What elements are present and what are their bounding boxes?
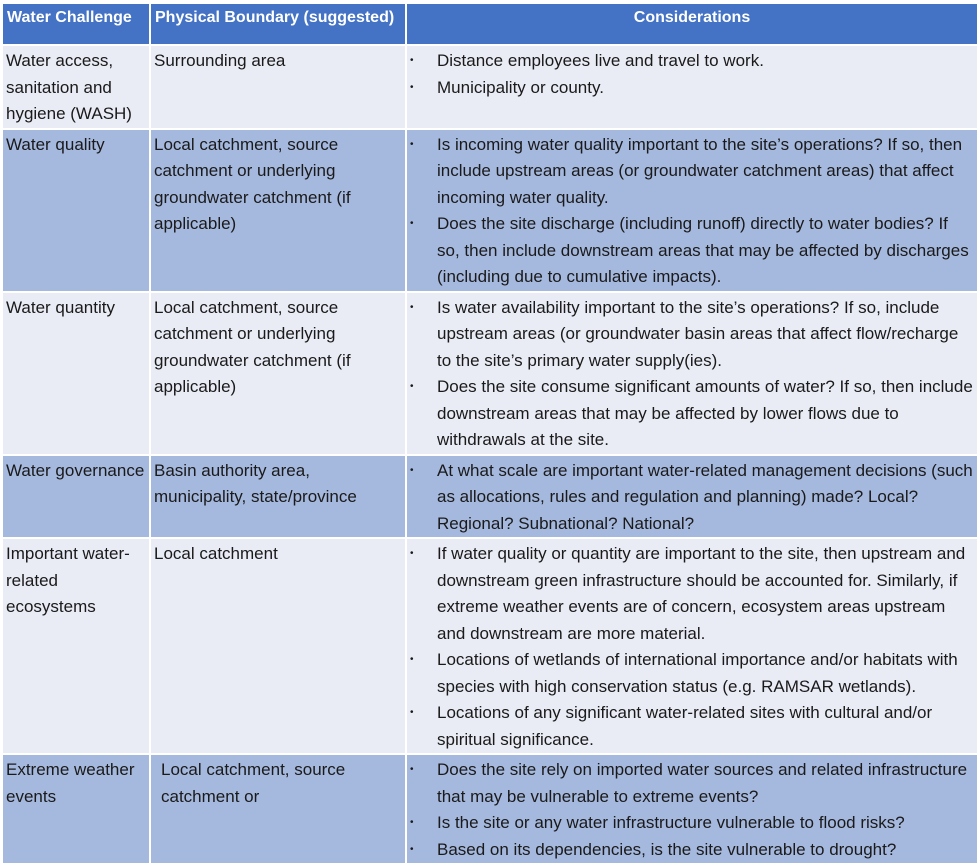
boundary-cell: Local catchment, source catchment or: [150, 754, 406, 864]
boundary-cell: Local catchment, source catchment or underlying groundwater catchment (if applicable): [150, 129, 406, 292]
consideration-item: • Municipality or county.: [410, 75, 974, 102]
considerations-cell: [406, 292, 978, 455]
consideration-item: • Locations of wetlands of international importance and/or habitats with species with high conservation status (e.g. RAMSAR wetlands).: [410, 647, 974, 700]
consideration-item: • Does the site consume significant amounts of water? If so, then include downstream areas that may be affected by lower flows due to withdrawals at the site.: [410, 374, 974, 454]
challenge-cell: Extreme weather events: [2, 754, 150, 864]
table-row-water-quantity: [2, 292, 978, 455]
consideration-item: • Based on its dependencies, is the site vulnerable to drought?: [410, 837, 974, 864]
consideration-item: • Is incoming water quality important to the site’s operations? If so, then include upstream areas (or groundwater catchment areas) that affect incoming water quality.: [410, 132, 974, 212]
consideration-item: • Is the site or any water infrastructure vulnerable to flood risks?: [410, 810, 974, 837]
boundary-cell: Basin authority area, municipality, state/province: [150, 455, 406, 539]
table-row-water-quality: [2, 129, 978, 292]
table-row-water-governance: [2, 455, 978, 539]
challenge-cell: Important water-related ecosystems: [2, 538, 150, 754]
water-boundary-table: [1, 2, 979, 865]
consideration-item: • Locations of any significant water-related sites with cultural and/or spiritual significance.: [410, 700, 974, 753]
considerations-cell: [406, 538, 978, 754]
challenge-cell: Water quality: [2, 129, 150, 292]
boundary-cell: Local catchment: [150, 538, 406, 754]
consideration-item: • Distance employees live and travel to work.: [410, 48, 974, 75]
consideration-item: • Does the site discharge (including runoff) directly to water bodies? If so, then include downstream areas that may be affected by discharges (including due to cumulative impacts).: [410, 211, 974, 291]
consideration-item: • Is water availability important to the site’s operations? If so, include upstream areas (or groundwater basin areas that affect flow/recharge to the site’s primary water supply(ies).: [410, 295, 974, 375]
considerations-cell: [406, 45, 978, 129]
table-row-ecosystems: [2, 538, 978, 754]
table-row-wash: [2, 45, 978, 129]
boundary-cell: Local catchment, source catchment or underlying groundwater catchment (if applicable): [150, 292, 406, 455]
considerations-cell: [406, 129, 978, 292]
header-water-challenge: Water Challenge: [2, 3, 150, 45]
table-row-extreme-weather: [2, 754, 978, 864]
boundary-cell: Surrounding area: [150, 45, 406, 129]
challenge-cell: Water access, sanitation and hygiene (WASH): [2, 45, 150, 129]
challenge-cell: Water quantity: [2, 292, 150, 455]
header-physical-boundary: Physical Boundary (suggested): [150, 3, 406, 45]
challenge-cell: Water governance: [2, 455, 150, 539]
consideration-item: • If water quality or quantity are important to the site, then upstream and downstream green infrastructure should be accounted for. Similarly, if extreme weather events are of concern, ecosystem areas upstream and downstream are more material.: [410, 541, 974, 647]
table-header-row: [2, 3, 978, 45]
consideration-item: • Does the site rely on imported water sources and related infrastructure that may be vulnerable to extreme events?: [410, 757, 974, 810]
consideration-item: • At what scale are important water-related management decisions (such as allocations, rules and regulation and planning) made? Local? Regional? Subnational? National?: [410, 458, 974, 538]
considerations-cell: [406, 754, 978, 864]
header-considerations: Considerations: [406, 3, 978, 45]
considerations-cell: [406, 455, 978, 539]
